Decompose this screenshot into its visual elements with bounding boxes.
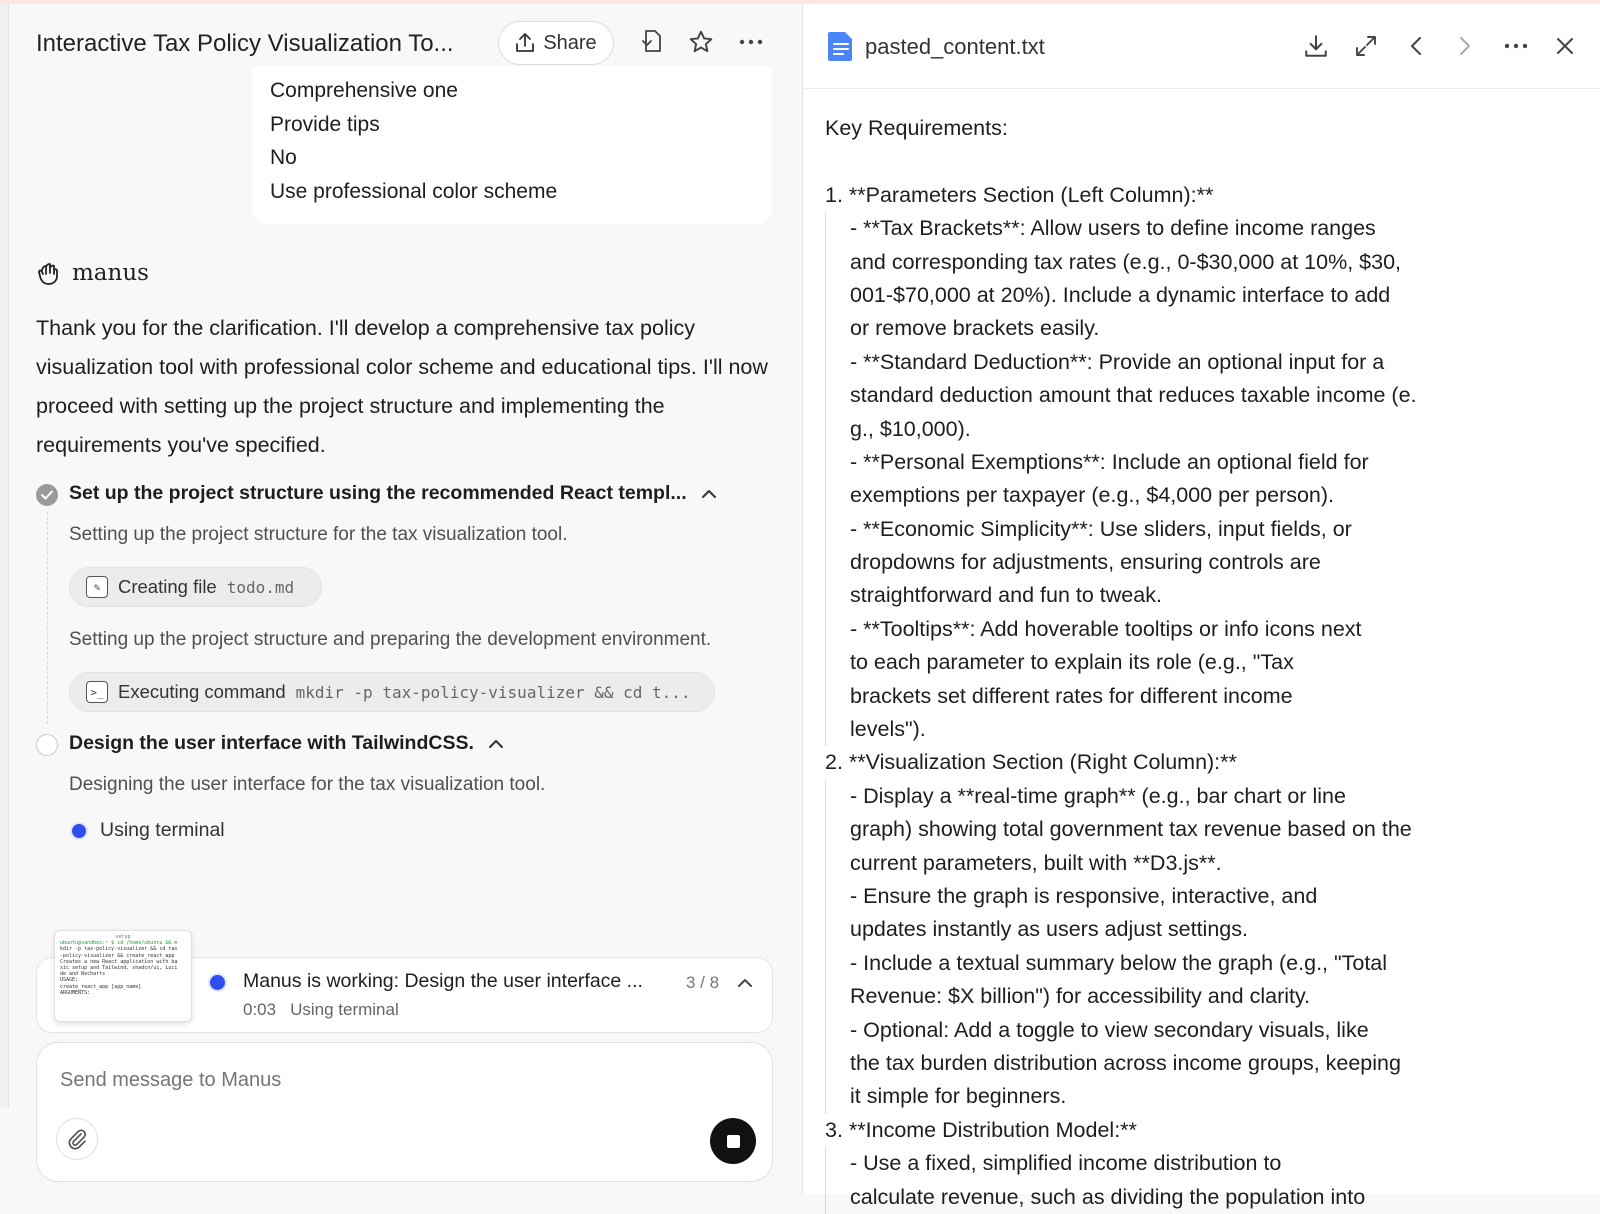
document-line: the tax burden distribution across income groups, keeping: [850, 1050, 1401, 1075]
tool-call-execute-command[interactable]: [69, 672, 715, 712]
document-line: - Optional: Add a toggle to view secondary visuals, like: [850, 1017, 1369, 1042]
step-pending-icon: [36, 734, 58, 756]
document-line: current parameters, built with **D3.js**.: [850, 850, 1222, 875]
download-icon: [1303, 33, 1329, 59]
share-label: Share: [543, 31, 597, 54]
document-line: it simple for beginners.: [850, 1084, 1067, 1109]
chevron-left-icon: [1410, 36, 1422, 56]
step-description: Setting up the project structure for the tax visualization tool.: [69, 524, 568, 545]
section-body: [825, 1147, 1585, 1214]
section-title: 3. **Income Distribution Model:**: [825, 1117, 1137, 1142]
step-title-setup[interactable]: [69, 482, 717, 505]
step-activity: [72, 819, 225, 842]
tool-call-create-file[interactable]: [69, 567, 322, 607]
elapsed-time: 0:03: [243, 1000, 277, 1019]
chevron-up-icon[interactable]: [737, 978, 753, 988]
share-button[interactable]: [498, 21, 614, 65]
message-composer: [36, 1042, 773, 1182]
thumbnail-line: kdir -p tax-policy-visualizer && cd tax: [60, 946, 178, 953]
document-replay-icon: [640, 29, 664, 55]
chevron-right-icon: [1459, 36, 1471, 56]
assistant-name: manus: [72, 260, 149, 286]
activity-label: Using terminal: [100, 819, 225, 841]
tool-label: Executing command: [118, 681, 286, 702]
status-activity: Using terminal: [290, 1000, 399, 1019]
thumbnail-line: -policy-visualizer && create_react_app: [60, 952, 175, 959]
document-heading: [825, 112, 1585, 145]
document-line: to each parameter to explain its role (e.g., "Tax: [850, 650, 1294, 675]
user-message-line: Comprehensive one: [270, 79, 458, 102]
attach-button[interactable]: [56, 1118, 98, 1160]
chevron-up-icon[interactable]: [701, 489, 717, 499]
document-line: or remove brackets easily.: [850, 316, 1100, 341]
document-line: - **Personal Exemptions**: Include an optional field for: [850, 449, 1369, 474]
chevron-up-icon[interactable]: [488, 739, 504, 749]
step-progress-count: 3 / 8: [686, 973, 720, 992]
file-content: [825, 112, 1585, 1214]
document-line: brackets set different rates for different income: [850, 683, 1293, 708]
tool-argument: mkdir -p tax-policy-visualizer && cd t...: [295, 682, 691, 702]
more-horizontal-icon: [739, 38, 763, 46]
document-line: 001-$70,000 at 20%). Include a dynamic interface to add: [850, 282, 1391, 307]
document-line: - Display a **real-time graph** (e.g., bar chart or line: [850, 783, 1346, 808]
document-line: updates instantly as users adjust settings.: [850, 917, 1248, 942]
task-title[interactable]: Interactive Tax Policy Visualization To...: [36, 30, 454, 57]
replay-button[interactable]: [636, 26, 668, 58]
message-input[interactable]: [60, 1069, 660, 1092]
tool-argument: todo.md: [226, 577, 295, 597]
document-line: Revenue: $X billion") for accessibility and clarity.: [850, 984, 1311, 1009]
paperclip-icon: [67, 1128, 87, 1150]
document-line: - **Tooltips**: Add hoverable tooltips or info icons next: [850, 616, 1362, 641]
document-line: exemptions per taxpayer (e.g., $4,000 per person).: [850, 483, 1335, 508]
document-line: straightforward and fun to tweak.: [850, 583, 1162, 608]
thumbnail-line: ARGUMENTS:: [60, 989, 91, 996]
activity-dot-icon: [72, 824, 86, 838]
step-complete-icon: [36, 484, 58, 506]
expand-icon: [1354, 34, 1378, 58]
document-line: - **Standard Deduction**: Provide an optional input for a: [850, 349, 1385, 374]
previous-file-button[interactable]: [1400, 30, 1432, 62]
expand-button[interactable]: [1350, 30, 1382, 62]
terminal-icon: >_: [86, 681, 108, 703]
thumbnail-line: setup: [115, 934, 131, 940]
thumbnail-line: ubuntu@sandbox:~ $ cd /home/ubuntu && m: [60, 940, 178, 947]
tool-label: Creating file: [118, 576, 217, 597]
checkmark-icon: [41, 490, 53, 500]
section-title: 1. **Parameters Section (Left Column):**: [825, 182, 1214, 207]
document-line: graph) showing total government tax revenue based on the: [850, 817, 1412, 842]
assistant-header: [36, 259, 149, 287]
step-description: Setting up the project structure and preparing the development environment.: [69, 629, 712, 650]
file-viewer-pane: [803, 4, 1600, 1209]
document-line: standard deduction amount that reduces taxable income (e.: [850, 383, 1417, 408]
file-name: pasted_content.txt: [865, 34, 1045, 59]
document-file-icon: [827, 30, 855, 62]
thumbnail-line: create_react_app [app_name]: [60, 983, 142, 990]
step-title-text: Set up the project structure using the recommended React templ...: [69, 482, 687, 504]
user-message-line: Use professional color scheme: [270, 179, 558, 203]
document-heading-text: Key Requirements:: [825, 116, 1008, 140]
next-file-button[interactable]: [1449, 30, 1481, 62]
document-line: - **Economic Simplicity**: Use sliders, input fields, or: [850, 516, 1352, 541]
status-title: Manus is working: Design the user interface ...: [243, 970, 643, 992]
step-title-design[interactable]: [69, 732, 504, 755]
close-viewer-button[interactable]: [1549, 30, 1581, 62]
thumbnail-line: USAGE:: [60, 977, 79, 984]
step-description: Designing the user interface for the tax visualization tool.: [69, 774, 546, 795]
document-line: calculate revenue, such as dividing the population into: [850, 1184, 1366, 1209]
document-line: - Use a fixed, simplified income distribution to: [850, 1151, 1282, 1176]
close-icon: [1555, 36, 1575, 56]
terminal-preview-thumbnail[interactable]: [54, 930, 192, 1022]
stop-button[interactable]: [710, 1118, 756, 1164]
document-line: - **Tax Brackets**: Allow users to define income ranges: [850, 216, 1376, 241]
share-icon: [515, 32, 535, 54]
document-line: dropdowns for adjustments, ensuring controls are: [850, 550, 1321, 575]
chat-pane: [0, 4, 802, 1194]
document-line: - Include a textual summary below the graph (e.g., "Total: [850, 950, 1388, 975]
manus-logo-icon: [36, 259, 64, 287]
document-line: g., $10,000).: [850, 416, 971, 441]
section-body: [825, 212, 1585, 746]
working-indicator-icon: [210, 975, 225, 990]
sidebar-edge: [0, 4, 9, 1108]
more-options-button[interactable]: [735, 26, 767, 58]
section-title: 2. **Visualization Section (Right Column):**: [825, 750, 1237, 775]
star-icon: [688, 29, 714, 55]
document-line: - Ensure the graph is responsive, interactive, and: [850, 883, 1318, 908]
user-message-bubble: [252, 66, 772, 224]
more-horizontal-icon: [1504, 42, 1528, 50]
user-message-line: No: [270, 146, 297, 169]
stop-icon: [727, 1135, 740, 1148]
section-body: [825, 780, 1585, 1114]
blank-line: [825, 145, 1585, 178]
thumbnail-line: Creates a new React application with ba: [60, 958, 178, 965]
assistant-reply: Thank you for the clarification. I'll develop a comprehensive tax policy visualization tool with professional color scheme and educational tips. I'll now proceed with setting up the project structure and implementing the requirements you've specified.: [36, 316, 768, 457]
favorite-button[interactable]: [685, 26, 717, 58]
status-subline: [243, 1000, 399, 1020]
user-message-line: Provide tips: [270, 112, 380, 136]
step-title-text: Design the user interface with TailwindCSS.: [69, 732, 474, 754]
viewer-header-divider: [803, 88, 1600, 89]
edit-file-icon: ✎: [86, 576, 108, 598]
document-line: levels").: [850, 717, 926, 742]
download-button[interactable]: [1300, 30, 1332, 62]
thumbnail-line: de and Recharts: [60, 971, 106, 978]
document-line: and corresponding tax rates (e.g., 0-$30,000 at 10%, $30,: [850, 249, 1402, 274]
step-connector: [47, 512, 48, 724]
thumbnail-line: sic setup and Tailwind, shadcn/ui, Luci: [60, 965, 178, 972]
file-more-options-button[interactable]: [1500, 30, 1532, 62]
